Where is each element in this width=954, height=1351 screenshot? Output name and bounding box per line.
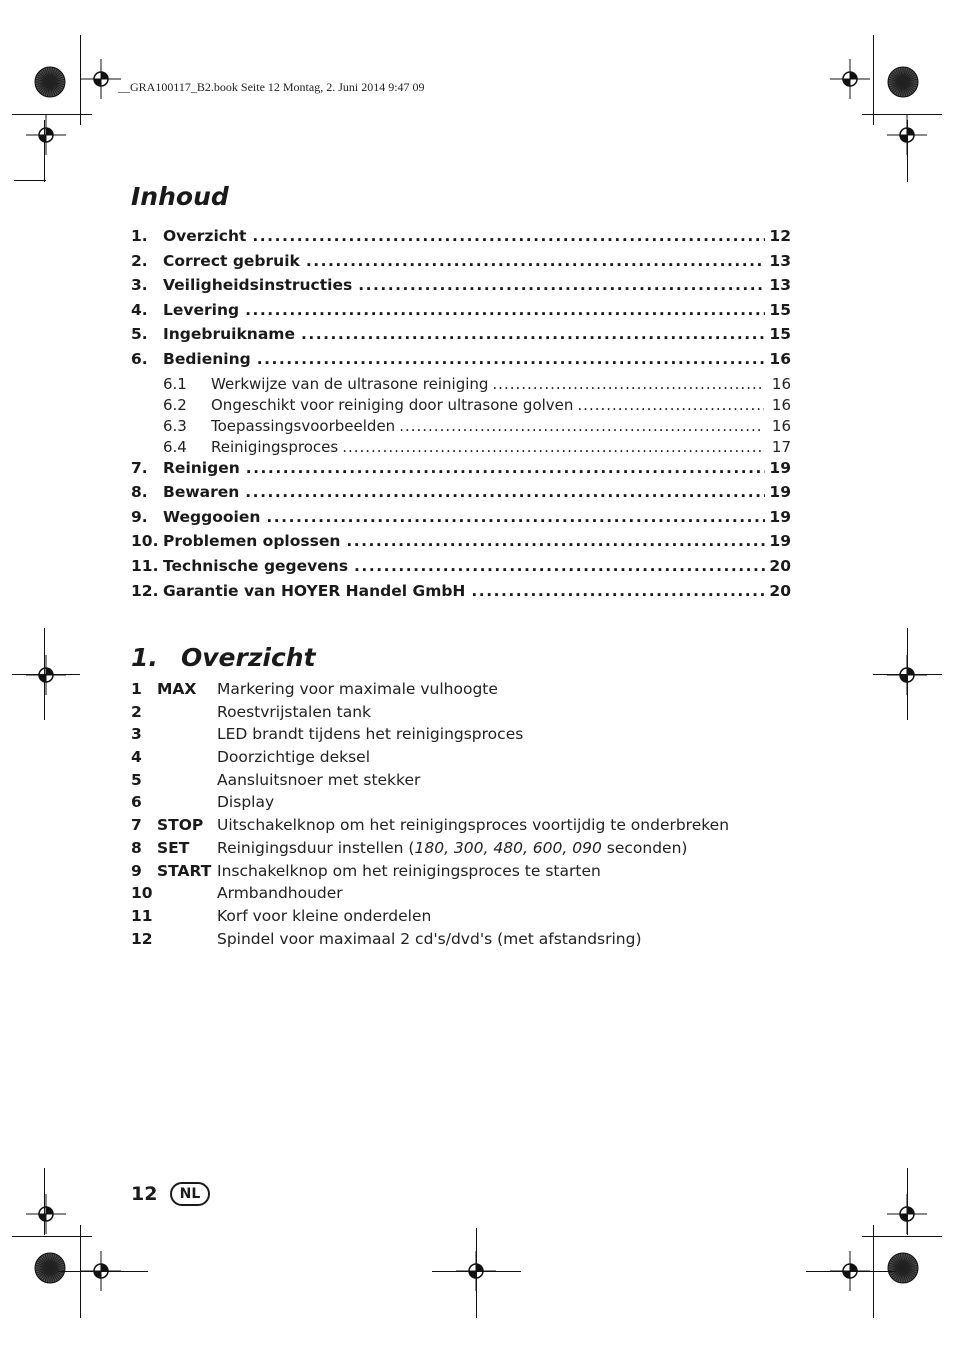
toc-entry xyxy=(131,276,791,301)
part-description: Display xyxy=(217,793,275,812)
part-item xyxy=(131,680,811,703)
toc-page: 19 xyxy=(769,483,791,502)
toc-subentry xyxy=(131,438,791,459)
print-info-header: __GRA100117_B2.book Seite 12 Montag, 2. Juni 2014 9:47 09 xyxy=(118,80,425,94)
crop-line xyxy=(58,1271,148,1272)
color-registration-icon xyxy=(34,1252,66,1284)
overview-heading xyxy=(131,643,316,672)
toc-title: Bediening xyxy=(163,349,251,368)
toc-title: Bewaren xyxy=(163,483,240,502)
toc-num: 7. xyxy=(131,458,148,477)
part-description: Roestvrijstalen tank xyxy=(217,702,372,721)
part-item xyxy=(131,930,811,953)
toc-title: Reinigen xyxy=(163,458,240,477)
toc-entry xyxy=(131,557,791,582)
toc-subentry xyxy=(131,417,791,438)
toc-page: 20 xyxy=(769,556,791,575)
part-number: 3 xyxy=(131,725,142,744)
crosshair-mark-icon xyxy=(26,1194,66,1234)
color-registration-icon xyxy=(887,1252,919,1284)
toc-num: 6.4 xyxy=(163,437,187,456)
toc-leader-dots xyxy=(266,508,765,526)
crop-line xyxy=(44,120,45,182)
toc-entry xyxy=(131,350,791,375)
toc-title: Veiligheidsinstructies xyxy=(163,276,353,295)
toc-page: 16 xyxy=(771,416,791,435)
part-description-italic: 180, 300, 480, 600, 090 xyxy=(414,838,602,857)
overview-heading-number: 1. xyxy=(131,643,158,672)
part-number: 8 xyxy=(131,838,142,857)
toc-num: 1. xyxy=(131,227,148,245)
part-number: 12 xyxy=(131,929,153,948)
toc-num: 4. xyxy=(131,300,148,319)
part-number: 10 xyxy=(131,884,153,903)
toc-title: Correct gebruik xyxy=(163,251,300,270)
crop-line xyxy=(873,35,874,125)
color-registration-icon xyxy=(34,66,66,98)
crop-line xyxy=(12,114,92,115)
toc-leader-dots xyxy=(346,532,765,550)
toc-page: 19 xyxy=(769,507,791,526)
part-description: Armbandhouder xyxy=(217,884,343,903)
toc-page: 16 xyxy=(771,374,791,393)
toc-num: 8. xyxy=(131,483,148,502)
toc-entry xyxy=(131,252,791,277)
crosshair-mark-icon xyxy=(830,59,870,99)
toc-leader-dots xyxy=(358,276,765,294)
toc-subentry xyxy=(131,396,791,417)
part-item xyxy=(131,862,811,885)
toc-title: Ongeschikt voor reiniging door ultrasone golven xyxy=(211,395,574,414)
toc-leader-dots xyxy=(306,252,766,270)
toc-title: Levering xyxy=(163,300,240,319)
overview-heading-title: Overzicht xyxy=(181,643,316,672)
part-item xyxy=(131,793,811,816)
part-number: 1 xyxy=(131,680,142,698)
toc-num: 3. xyxy=(131,276,148,295)
part-key-label: STOP xyxy=(157,816,204,835)
color-registration-icon xyxy=(887,66,919,98)
toc-leader-dots xyxy=(245,301,765,319)
toc-num: 6.3 xyxy=(163,416,187,435)
crop-line xyxy=(12,674,80,675)
part-key-label: SET xyxy=(157,838,190,857)
toc-page: 13 xyxy=(769,251,791,270)
part-description-pre: Reinigingsduur instellen ( xyxy=(217,838,415,857)
toc-entry xyxy=(131,227,791,252)
crop-line xyxy=(873,674,942,675)
part-description: Korf voor kleine onderdelen xyxy=(217,906,432,925)
toc-entry xyxy=(131,325,791,350)
toc-leader-dots xyxy=(471,582,765,600)
crop-line xyxy=(907,1168,908,1235)
toc-num: 6.1 xyxy=(163,374,187,393)
toc-num: 6.2 xyxy=(163,395,187,414)
toc-heading: Inhoud xyxy=(131,182,229,211)
part-item xyxy=(131,839,811,862)
part-description: Inschakelknop om het reinigingsproces te starten xyxy=(217,861,601,880)
toc-num: 11. xyxy=(131,556,159,575)
crosshair-mark-icon xyxy=(81,59,121,99)
toc-num: 9. xyxy=(131,507,148,526)
part-number: 2 xyxy=(131,702,142,721)
toc-page: 12 xyxy=(769,227,791,245)
part-item xyxy=(131,748,811,771)
toc-leader-dots xyxy=(354,557,765,575)
part-number: 11 xyxy=(131,906,153,925)
toc-num: 12. xyxy=(131,581,159,600)
part-item xyxy=(131,725,811,748)
toc-page: 20 xyxy=(769,581,791,600)
toc-page: 15 xyxy=(769,325,791,344)
part-number: 5 xyxy=(131,770,142,789)
toc-page: 19 xyxy=(769,458,791,477)
crop-line xyxy=(14,180,46,181)
toc-title: Toepassingsvoorbeelden xyxy=(211,416,396,435)
toc-leader-dots xyxy=(246,459,766,477)
part-number: 6 xyxy=(131,793,142,812)
crop-line xyxy=(476,1228,477,1318)
parts-list xyxy=(131,680,811,952)
toc-entry xyxy=(131,483,791,508)
crosshair-mark-icon xyxy=(26,655,66,695)
toc-page: 15 xyxy=(769,300,791,319)
part-description: Markering voor maximale vulhoogte xyxy=(217,680,498,698)
toc-num: 10. xyxy=(131,532,159,551)
toc-entry xyxy=(131,301,791,326)
toc-entry xyxy=(131,582,791,607)
crop-line xyxy=(862,114,942,115)
part-description-post: seconden) xyxy=(601,838,688,857)
toc-page: 17 xyxy=(771,437,791,456)
part-description: Uitschakelknop om het reinigingsproces voortijdig te onderbreken xyxy=(217,816,730,835)
part-item xyxy=(131,816,811,839)
part-key-label: MAX xyxy=(157,680,197,698)
toc-leader-dots xyxy=(342,438,764,456)
toc-leader-dots xyxy=(399,417,764,435)
toc-num: 6. xyxy=(131,349,148,368)
toc-subentry xyxy=(131,375,791,396)
toc-entry xyxy=(131,459,791,484)
table-of-contents xyxy=(131,227,791,606)
toc-title: Werkwijze van de ultrasone reiniging xyxy=(211,374,489,393)
toc-leader-dots xyxy=(257,350,766,368)
toc-title: Technische gegevens xyxy=(163,556,349,575)
toc-leader-dots xyxy=(577,396,764,414)
toc-leader-dots xyxy=(252,227,765,245)
toc-title: Ingebruikname xyxy=(163,325,295,344)
toc-page: 16 xyxy=(771,395,791,414)
part-description: Doorzichtige deksel xyxy=(217,748,371,767)
crop-line xyxy=(806,1271,896,1272)
toc-leader-dots xyxy=(245,483,765,501)
toc-page: 16 xyxy=(769,349,791,368)
crop-line xyxy=(44,1168,45,1235)
toc-title: Overzicht xyxy=(163,227,247,245)
toc-num: 5. xyxy=(131,325,148,344)
toc-title: Problemen oplossen xyxy=(163,532,341,551)
part-item xyxy=(131,703,811,726)
part-item xyxy=(131,771,811,794)
crop-line xyxy=(907,120,908,182)
language-badge: NL xyxy=(170,1182,210,1206)
toc-title: Reinigingsproces xyxy=(211,437,339,456)
part-key-label: START xyxy=(157,861,212,880)
toc-title: Garantie van HOYER Handel GmbH xyxy=(163,581,466,600)
part-item xyxy=(131,907,811,930)
part-description: LED brandt tijdens het reinigingsproces xyxy=(217,725,524,744)
part-description: Spindel voor maximaal 2 cd's/dvd's (met afstandsring) xyxy=(217,929,642,948)
crosshair-mark-icon xyxy=(26,115,66,155)
toc-num: 2. xyxy=(131,251,148,270)
part-item xyxy=(131,884,811,907)
toc-page: 19 xyxy=(769,532,791,551)
toc-entry xyxy=(131,532,791,557)
part-number: 4 xyxy=(131,748,142,767)
toc-leader-dots xyxy=(492,375,764,393)
toc-title: Weggooien xyxy=(163,507,261,526)
crop-line xyxy=(80,35,81,125)
part-number: 7 xyxy=(131,816,142,835)
part-description: Aansluitsnoer met stekker xyxy=(217,770,421,789)
part-description xyxy=(217,839,811,857)
part-number: 9 xyxy=(131,861,142,880)
crop-line xyxy=(862,1236,942,1237)
toc-entry xyxy=(131,508,791,533)
toc-leader-dots xyxy=(301,325,765,343)
toc-page: 13 xyxy=(769,276,791,295)
page-number: 12 xyxy=(131,1183,158,1205)
